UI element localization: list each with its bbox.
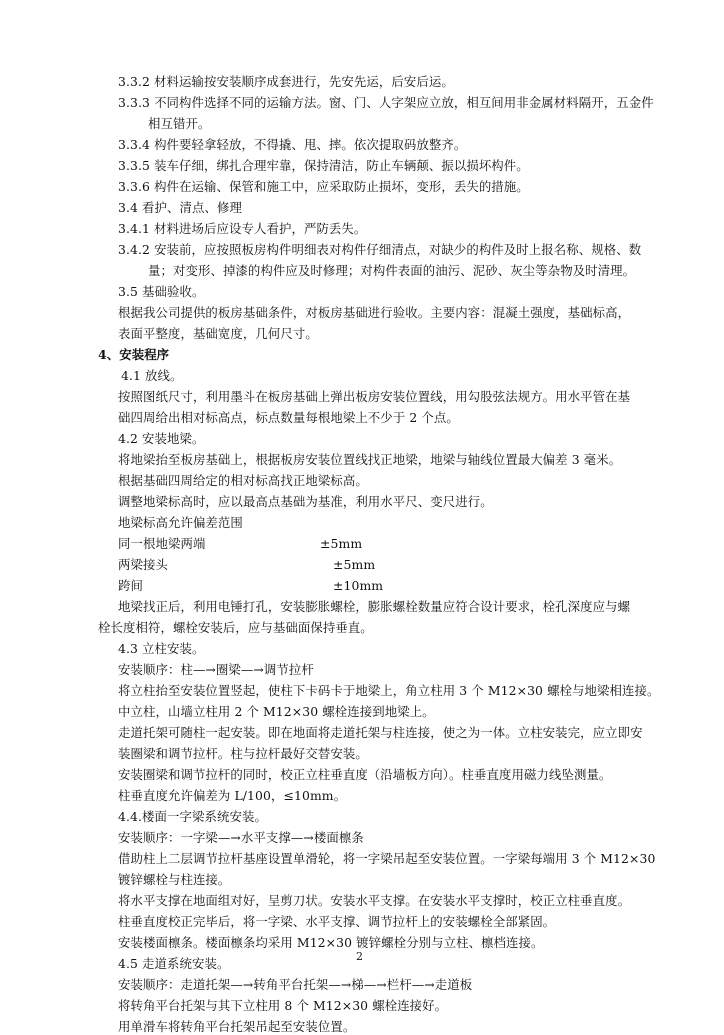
section-heading: 4、安装程序: [98, 347, 170, 362]
table-row-value: ±5mm: [333, 557, 376, 572]
text-line: 3.3.2 材料运输按安装顺序成套进行，先安先运，后安后运。: [118, 74, 454, 89]
text-line: 4.4.楼面一字梁系统安装。: [118, 809, 267, 824]
text-line: 地梁标高允许偏差范围: [118, 515, 243, 530]
table-row-label: 两梁接头: [118, 557, 168, 572]
text-line: 根据我公司提供的板房基础条件，对板房基础进行验收。主要内容：混凝土强度，基础标高，: [118, 305, 631, 320]
page-number: 2: [356, 950, 363, 963]
text-line: 3.3.3 不同构件选择不同的运输方法。窗、门、人字架应立放，相互间用非金属材料隔开，五金件: [118, 95, 654, 110]
text-line: 将水平支撑在地面组对好，呈剪刀状。安装水平支撑。在安装水平支撑时，校正立柱垂直度。: [118, 893, 631, 908]
text-line: 表面平整度，基础宽度，几何尺寸。: [118, 326, 318, 341]
text-line: 4.5 走道系统安装。: [118, 956, 230, 971]
text-line: 借助柱上二层调节拉杆基座设置单滑轮，将一字梁吊起至安装位置。一字梁每端用 3 个 M12×30: [118, 851, 656, 866]
text-line: 安装圈梁和调节拉杆的同时，校正立柱垂直度（沿墙板方向）。柱垂直度用磁力线坠测量。: [118, 767, 612, 782]
text-line: 3.3.5 装车仔细，绑扎合理牢靠，保持清洁，防止车辆颠、振以损坏构件。: [118, 158, 529, 173]
table-row-label: 同一根地梁两端: [118, 536, 206, 551]
text-line: 镀锌螺栓与柱连接。: [118, 872, 231, 887]
text-line: 用单滑车将转角平台托架吊起至安装位置。: [118, 1019, 356, 1034]
table-row-label: 跨间: [118, 578, 143, 593]
text-line: 柱垂直度允许偏差为 L/100，≤10mm。: [118, 788, 347, 803]
text-line: 4.1 放线。: [121, 368, 183, 383]
text-line: 柱垂直度校正完毕后，将一字梁、水平支撑、调节拉杆上的安装螺栓全部紧固。: [118, 914, 556, 929]
text-line: 相互错开。: [148, 116, 211, 131]
text-line: 按照图纸尺寸，利用墨斗在板房基础上弹出板房安装位置线，用勾股弦法规方。用水平管在基: [118, 389, 631, 404]
text-line: 安装顺序：柱—→圈梁—→调节拉杆: [118, 662, 314, 677]
text-line: 4.3 立柱安装。: [118, 641, 205, 656]
text-line: 安装顺序：走道托架—→转角平台托架—→梯—→栏杆—→走道板: [118, 977, 473, 992]
text-line: 3.4.1 材料进场后应设专人看护，严防丢失。: [118, 221, 367, 236]
text-line: 础四周给出相对标高点，标点数量每根地梁上不少于 2 个点。: [118, 410, 459, 425]
text-line: 4.2 安装地梁。: [118, 431, 205, 446]
table-row-value: ±5mm: [320, 536, 363, 551]
table-row-value: ±10mm: [333, 578, 384, 593]
text-line: 将立柱抬至安装位置竖起，使柱下卡码卡于地梁上，角立柱用 3 个 M12×30 螺栓与地梁相连接。: [118, 683, 660, 698]
text-line: 栓长度相符，螺栓安装后，应与基础面保持垂直。: [98, 620, 373, 635]
text-line: 3.5 基础验收。: [118, 284, 205, 299]
text-line: 量；对变形、掉漆的构件应及时修理；对构件表面的油污、泥砂、灰尘等杂物及时清理。: [148, 263, 636, 278]
text-line: 安装顺序：一字梁—→水平支撑—→楼面檩条: [118, 830, 364, 845]
text-line: 走道托架可随柱一起安装。即在地面将走道托架与柱连接，使之为一体。立柱安装完，应立即安: [118, 725, 643, 740]
text-line: 将转角平台托架与其下立柱用 8 个 M12×30 螺栓连接好。: [118, 998, 448, 1013]
text-line: 中立柱，山墙立柱用 2 个 M12×30 螺栓连接到地梁上。: [118, 704, 435, 719]
text-line: 3.4.2 安装前，应按照板房构件明细表对构件仔细清点，对缺少的构件及时上报名称、规格、数: [118, 242, 642, 257]
text-line: 调整地梁标高时，应以最高点基础为基准，利用水平尺、变尺进行。: [118, 494, 493, 509]
text-line: 根据基础四周给定的相对标高找正地梁标高。: [118, 473, 368, 488]
text-line: 安装楼面檩条。楼面檩条均采用 M12×30 镀锌螺栓分别与立柱、檩档连接。: [118, 935, 544, 950]
text-line: 3.4 看护、清点、修理: [118, 200, 242, 215]
text-line: 装圈梁和调节拉杆。柱与拉杆最好交替安装。: [118, 746, 368, 761]
text-line: 3.3.6 构件在运输、保管和施工中，应采取防止损坏，变形，丢失的措施。: [118, 179, 529, 194]
text-line: 将地梁抬至板房基础上，根据板房安装位置线找正地梁，地梁与轴线位置最大偏差 3 毫米。: [118, 452, 622, 467]
text-line: 3.3.4 构件要轻拿轻放，不得撬、甩、摔。依次提取码放整齐。: [118, 137, 467, 152]
text-line: 地梁找正后，利用电锤打孔，安装膨胀螺栓，膨胀螺栓数量应符合设计要求，栓孔深度应与螺: [118, 599, 631, 614]
